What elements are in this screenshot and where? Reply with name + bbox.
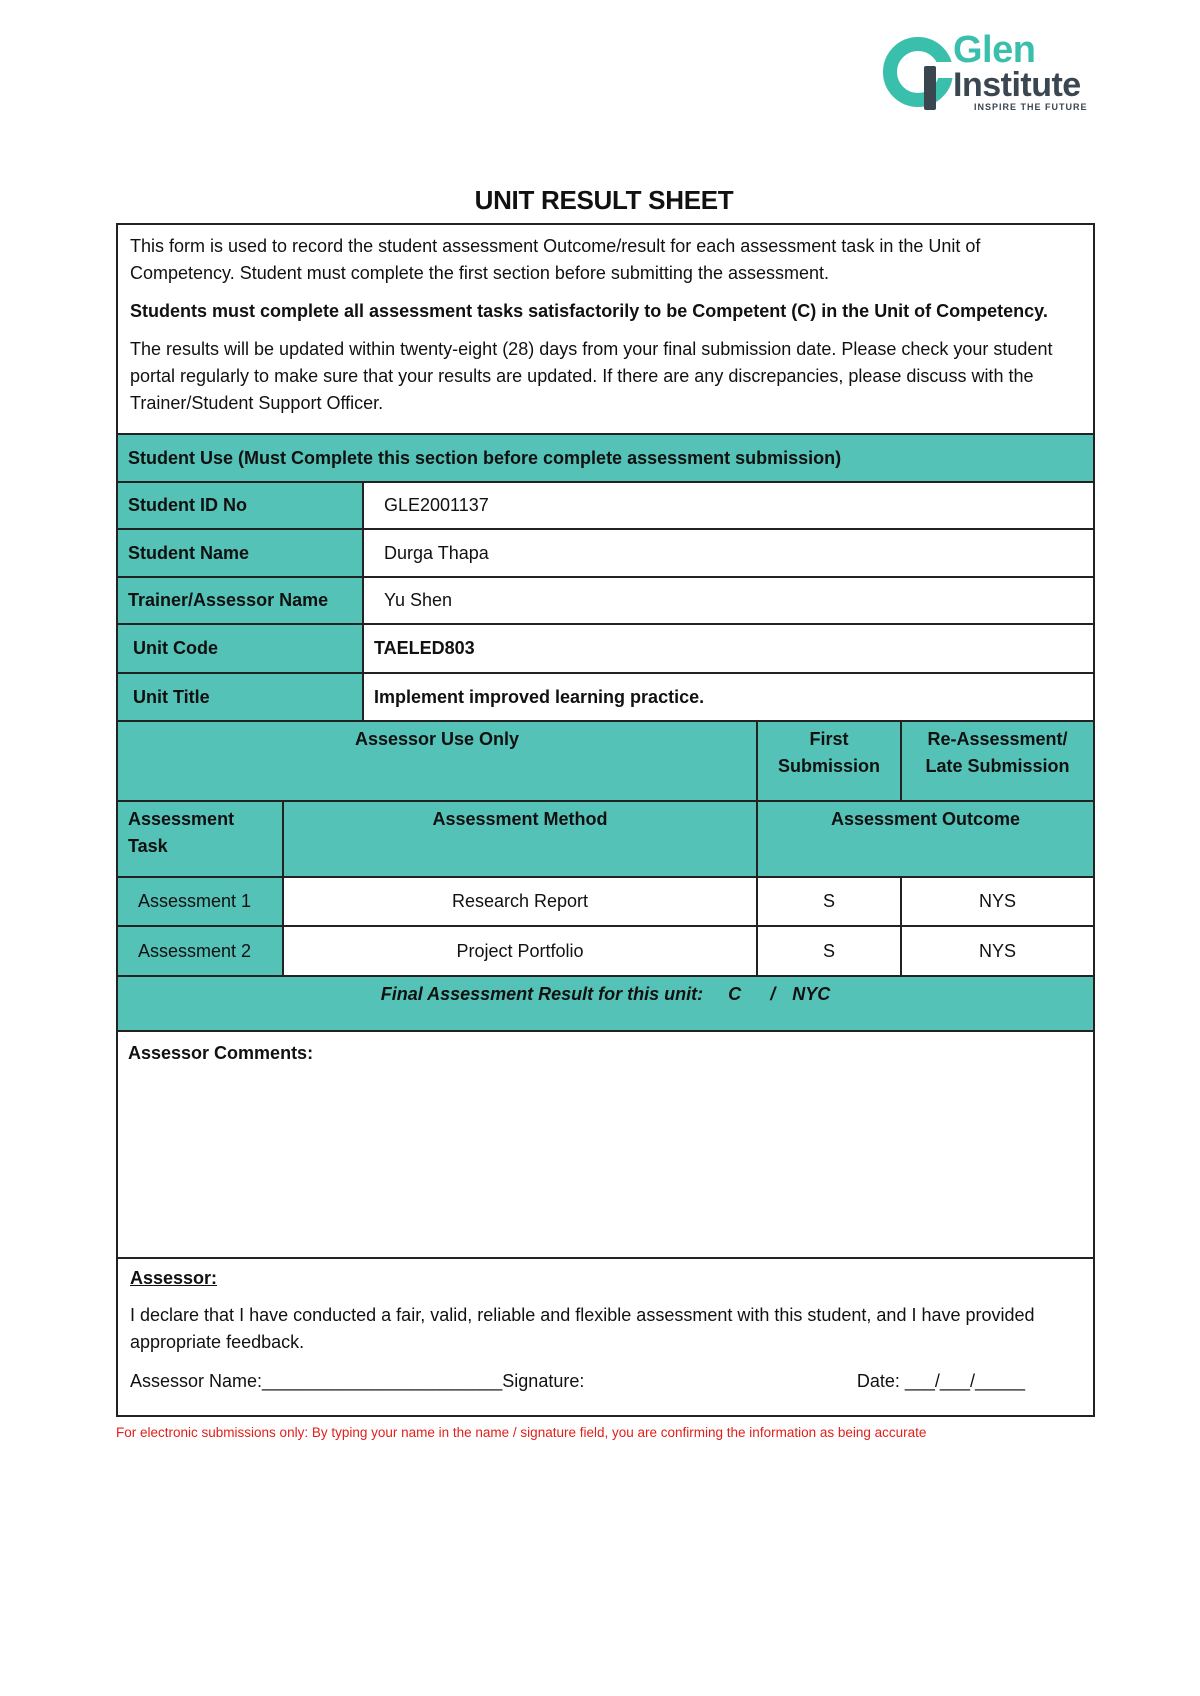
final-result-not-yet-competent[interactable]: NYC xyxy=(792,984,831,1004)
unit-code-label: Unit Code xyxy=(117,624,363,673)
assessor-comments-box[interactable] xyxy=(117,1031,1094,1258)
assessment-task-cell: Assessment 2 xyxy=(117,926,283,976)
first-submission-cell[interactable]: S xyxy=(757,926,901,976)
unit-code-field[interactable]: TAELED803 xyxy=(363,624,1094,673)
final-result-label: Final Assessment Result for this unit: xyxy=(380,984,704,1004)
logo-text-institute: Institute xyxy=(953,66,1081,104)
resubmission-cell[interactable]: NYS xyxy=(901,877,1094,926)
intro-paragraph-1: This form is used to record the student assessment Outcome/result for each assessment task in the Unit of Competency. Student must complete the first section before submitting the assessment. xyxy=(130,236,981,283)
logo-tagline: INSPIRE THE FUTURE xyxy=(974,102,1088,112)
unit-result-table xyxy=(116,223,1095,1417)
final-result-competent[interactable]: C xyxy=(728,984,742,1004)
assessment-task-cell: Assessment 1 xyxy=(117,877,283,926)
unit-title-label: Unit Title xyxy=(117,673,363,721)
unit-title-field[interactable]: Implement improved learning practice. xyxy=(363,673,1094,721)
trainer-name-field[interactable]: Yu Shen xyxy=(363,577,1094,624)
assessor-heading: Assessor: xyxy=(130,1268,218,1288)
first-submission-header: First Submission xyxy=(757,721,901,801)
assessment-method-header: Assessment Method xyxy=(283,801,757,877)
assessment-method-cell: Project Portfolio xyxy=(283,926,757,976)
table-row xyxy=(117,926,1094,976)
assessor-declaration-box xyxy=(117,1258,1094,1416)
declaration-text: I declare that I have conducted a fair, valid, reliable and flexible assessment with this student, and I have provided appropriate feedback. xyxy=(130,1305,1035,1352)
student-id-label: Student ID No xyxy=(117,482,363,529)
intro-paragraph-2: Students must complete all assessment tasks satisfactorily to be Competent (C) in the Unit of Competency. xyxy=(130,301,1048,321)
assessor-name-signature-line[interactable]: Assessor Name:________________________Signature: xyxy=(130,1371,585,1391)
resubmission-header: Re-Assessment/ Late Submission xyxy=(901,721,1094,801)
assessor-use-header: Assessor Use Only xyxy=(117,721,757,801)
trainer-name-label: Trainer/Assessor Name xyxy=(117,577,363,624)
date-line[interactable]: Date: ___/___/_____ xyxy=(856,1371,1026,1391)
assessor-comments-label: Assessor Comments: xyxy=(128,1043,314,1063)
assessment-method-cell: Research Report xyxy=(283,877,757,926)
final-result-separator: / xyxy=(770,984,776,1004)
page-title: UNIT RESULT SHEET xyxy=(474,185,734,215)
final-result-row xyxy=(117,976,1094,1031)
intro-text-cell xyxy=(117,224,1094,434)
intro-paragraph-3: The results will be updated within twenty-eight (28) days from your final submission date. Please check your student portal regularly to make sure that your results are updated. If there are any discrepancies, please discuss with the Trainer/Student Support Officer. xyxy=(130,339,1053,413)
student-id-field[interactable]: GLE2001137 xyxy=(363,482,1094,529)
assessment-task-header: Assessment Task xyxy=(117,801,283,877)
logo-text-glen: Glen xyxy=(953,29,1036,71)
glen-institute-logo xyxy=(880,28,1090,118)
student-section-header: Student Use (Must Complete this section before complete assessment submission) xyxy=(117,434,1094,482)
table-row xyxy=(117,877,1094,926)
resubmission-cell[interactable]: NYS xyxy=(901,926,1094,976)
student-name-field[interactable]: Durga Thapa xyxy=(363,529,1094,577)
student-name-label: Student Name xyxy=(117,529,363,577)
glen-logo-mark-icon xyxy=(880,32,962,114)
electronic-submission-note: For electronic submissions only: By typing your name in the name / signature field, you are confirming the information as being accurate xyxy=(116,1425,927,1440)
assessment-outcome-header: Assessment Outcome xyxy=(757,801,1094,877)
first-submission-cell[interactable]: S xyxy=(757,877,901,926)
